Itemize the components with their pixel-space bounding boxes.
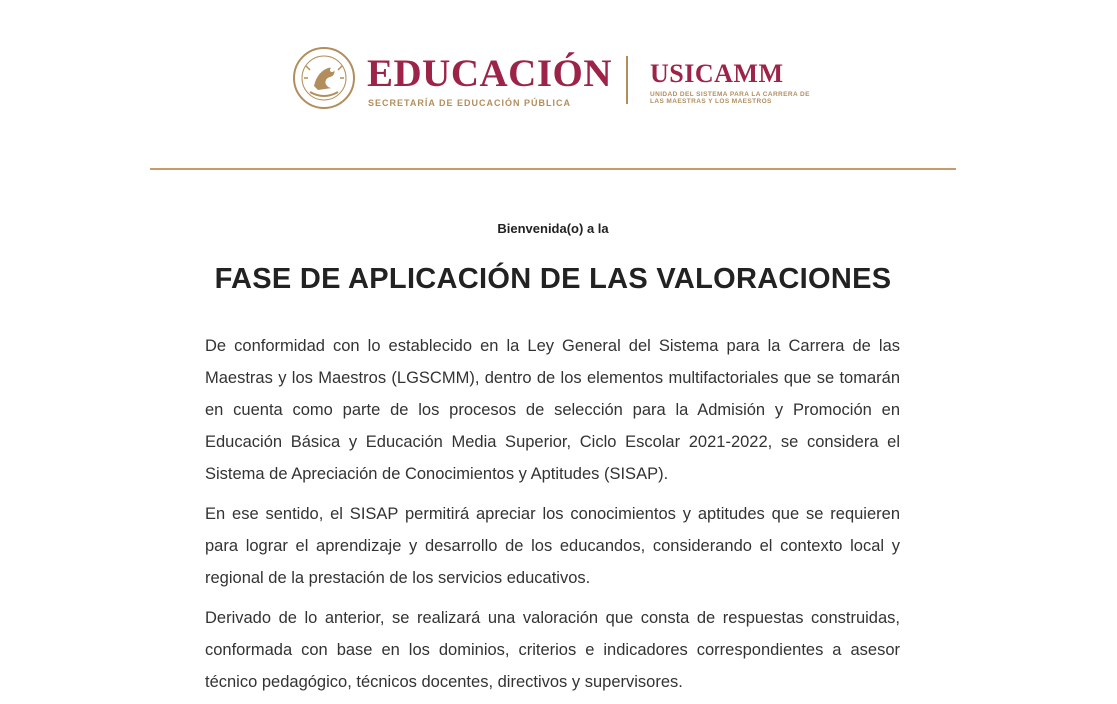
header-divider bbox=[150, 168, 956, 170]
education-logo-subtitle: SECRETARÍA DE EDUCACIÓN PÚBLICA bbox=[368, 98, 572, 108]
mexico-seal-icon bbox=[292, 46, 356, 110]
logo-divider bbox=[626, 56, 628, 104]
page-title: FASE DE APLICACIÓN DE LAS VALORACIONES bbox=[214, 263, 892, 295]
paragraph-3: Derivado de lo anterior, se realizará una valoración que consta de respuestas construidas, conformada con base en los dominios, criterios e indicadores correspondientes a asesor técnico pedagógico, técnicos docentes, directivos y supervisores. bbox=[205, 609, 900, 691]
welcome-text: Bienvenida(o) a la bbox=[497, 221, 609, 236]
paragraph-2: En ese sentido, el SISAP permitirá apreciar los conocimientos y aptitudes que se requieren para lograr el aprendizaje y desarrollo de los educandos, considerando el contexto local y regional de la prestación de los servicios educativos. bbox=[205, 505, 900, 587]
usicamm-logo-title: USICAMM bbox=[650, 59, 784, 88]
intro-text bbox=[205, 330, 900, 704]
header-logos bbox=[290, 44, 820, 114]
paragraph-1: De conformidad con lo establecido en la Ley General del Sistema para la Carrera de las Maestras y los Maestros (LGSCMM), dentro de los elementos multifactoriales que se tomarán en cuenta como parte de los procesos de selección para la Admisión y Promoción en Educación Básica y Educación Media Superior, Ciclo Escolar 2021-2022, se considera el Sistema de Apreciación de Conocimientos y Aptitudes (SISAP). bbox=[205, 337, 900, 483]
education-logo-title: EDUCACIÓN bbox=[367, 52, 613, 95]
usicamm-logo-subtitle: UNIDAD DEL SISTEMA PARA LA CARRERA DE LAS MAESTRAS Y LOS MAESTROS bbox=[650, 91, 810, 105]
